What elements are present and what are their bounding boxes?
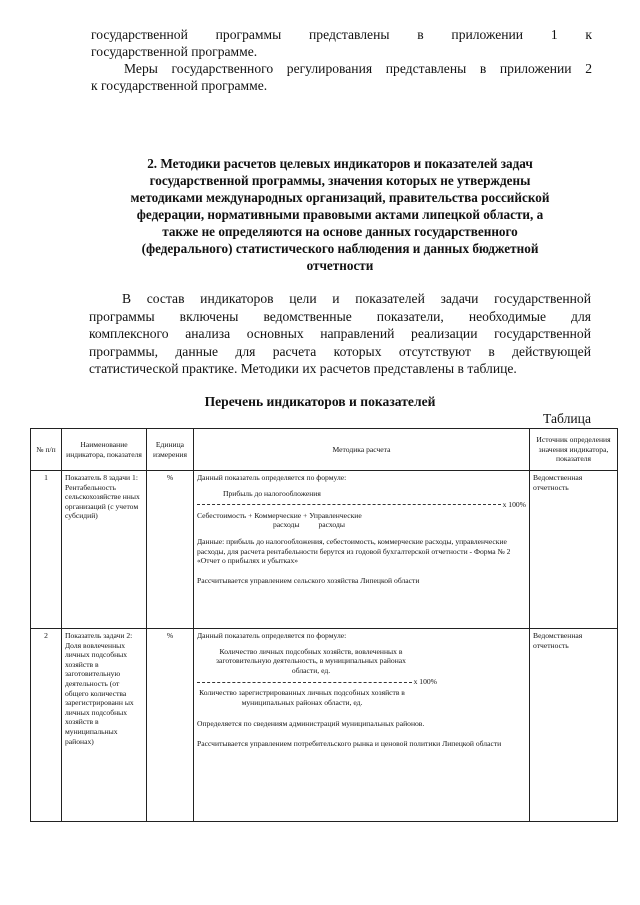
row-name: Показатель 8 задачи 1: Рентабельность сельскохозяйстве нных организаций (с учетом субсидий)	[62, 471, 147, 629]
row-unit: %	[147, 471, 194, 629]
formula-numerator: Количество личных подсобных хозяйств, вовлеченных в заготовительную деятельность, в муниципальных районах области, ед.	[216, 646, 406, 675]
heading-line: отчетности	[306, 258, 374, 273]
indicators-table	[30, 428, 618, 822]
row-num: 2	[31, 629, 62, 822]
intro-line-1	[91, 26, 592, 43]
heading-line: федерации, нормативными правовыми актами липецкой области, а	[136, 207, 544, 222]
heading-line: (федерального) статистического наблюдения и данных бюджетной	[141, 241, 539, 256]
intro-word: представлены	[309, 27, 390, 42]
formula-numerator: Прибыль до налогообложения	[223, 488, 321, 498]
body-paragraph	[89, 290, 591, 378]
row-source: Ведомственная отчетность	[530, 629, 618, 822]
body-line: статистической практике. Методики их расчетов представлены в таблице.	[89, 361, 517, 377]
method-intro: Данный показатель определяется по формуле:	[197, 631, 347, 640]
row-name: Показатель задачи 2: Доля вовлеченных личных подсобных хозяйств в заготовительную деятельность (от общего количества зарегистрированн ых личных подсобных хозяйств в муниципальных районах)	[62, 629, 147, 822]
fraction-line	[197, 682, 412, 683]
section-heading	[100, 155, 580, 274]
formula	[197, 647, 526, 708]
heading-line: методиками международных организаций, правительства российской	[130, 190, 550, 205]
header-method: Методика расчета	[194, 429, 530, 471]
header-source: Источник определения значения индикатора, показателя	[530, 429, 618, 471]
formula-denominator: Количество зарегистрированных личных подсобных хозяйств в муниципальных районах области, ед.	[199, 687, 405, 707]
intro-word: в	[417, 27, 424, 42]
formula-denominator-2: расходы расходы	[273, 520, 345, 530]
table-row	[31, 629, 618, 822]
body-line: комплексного анализа основных направлений реализации государственной	[89, 326, 591, 342]
heading-line: государственной программы, значения которых не утверждены	[149, 173, 531, 188]
intro-word: к	[585, 27, 592, 42]
fraction-line	[197, 504, 501, 505]
table-label: Таблица	[543, 411, 591, 426]
heading-line: 2. Методики расчетов целевых индикаторов и показателей задач	[147, 156, 533, 171]
formula	[197, 489, 526, 530]
calc-note: Рассчитывается управлением сельского хозяйства Липецкой области	[197, 575, 420, 585]
table-row	[31, 471, 618, 629]
intro-word: программы	[215, 27, 282, 42]
formula-multiplier: х 100%	[413, 677, 437, 687]
formula-bar	[197, 677, 437, 687]
formula-bar	[197, 500, 526, 510]
header-name: Наименование индикатора, показателя	[62, 429, 147, 471]
table-header-row	[31, 429, 618, 471]
calc-note: Рассчитывается управлением потребительского рынка и ценовой политики Липецкой области	[197, 738, 502, 748]
intro-word: приложении	[451, 27, 524, 42]
row-unit: %	[147, 629, 194, 822]
formula-denominator: Себестоимость + Коммерческие + Управленческие	[197, 510, 362, 520]
heading-line: также не определяются на основе данных государственного	[162, 224, 518, 239]
intro-paragraph	[91, 26, 592, 94]
intro-word: 1	[550, 27, 558, 42]
formula-multiplier: х 100%	[502, 500, 526, 510]
body-line: программы, данные для расчета которых отсутствуют в действующей	[89, 343, 591, 359]
intro-line-2: государственной программе.	[91, 44, 258, 59]
header-num: № п/п	[31, 429, 62, 471]
list-title: Перечень индикаторов и показателей	[204, 394, 436, 409]
row-num: 1	[31, 471, 62, 629]
row-source: Ведомственная отчетность	[530, 471, 618, 629]
header-unit: Единица измерения	[147, 429, 194, 471]
para2-line-2: к государственной программе.	[91, 78, 268, 93]
body-line: В состав индикаторов цели и показателей задачи государственной	[122, 291, 591, 306]
body-line: программы включены ведомственные показатели, необходимые для	[89, 308, 591, 324]
method-intro: Данный показатель определяется по формуле:	[197, 473, 347, 482]
para2-line-1: Меры государственного регулирования представлены в приложении 2	[124, 61, 592, 76]
row-method	[194, 629, 530, 822]
data-note: Данные: прибыль до налогообложения, себестоимость, коммерческие расходы, управленческие расходы, для расчета рентабельности берутся из годовой бухгалтерской отчетности - Форма № 2 «Отчет о прибылях и убытках»	[197, 536, 511, 566]
row-method	[194, 471, 530, 629]
data-note: Определяется по сведениям администраций муниципальных районов.	[197, 719, 425, 729]
intro-word: государственной	[91, 27, 188, 42]
